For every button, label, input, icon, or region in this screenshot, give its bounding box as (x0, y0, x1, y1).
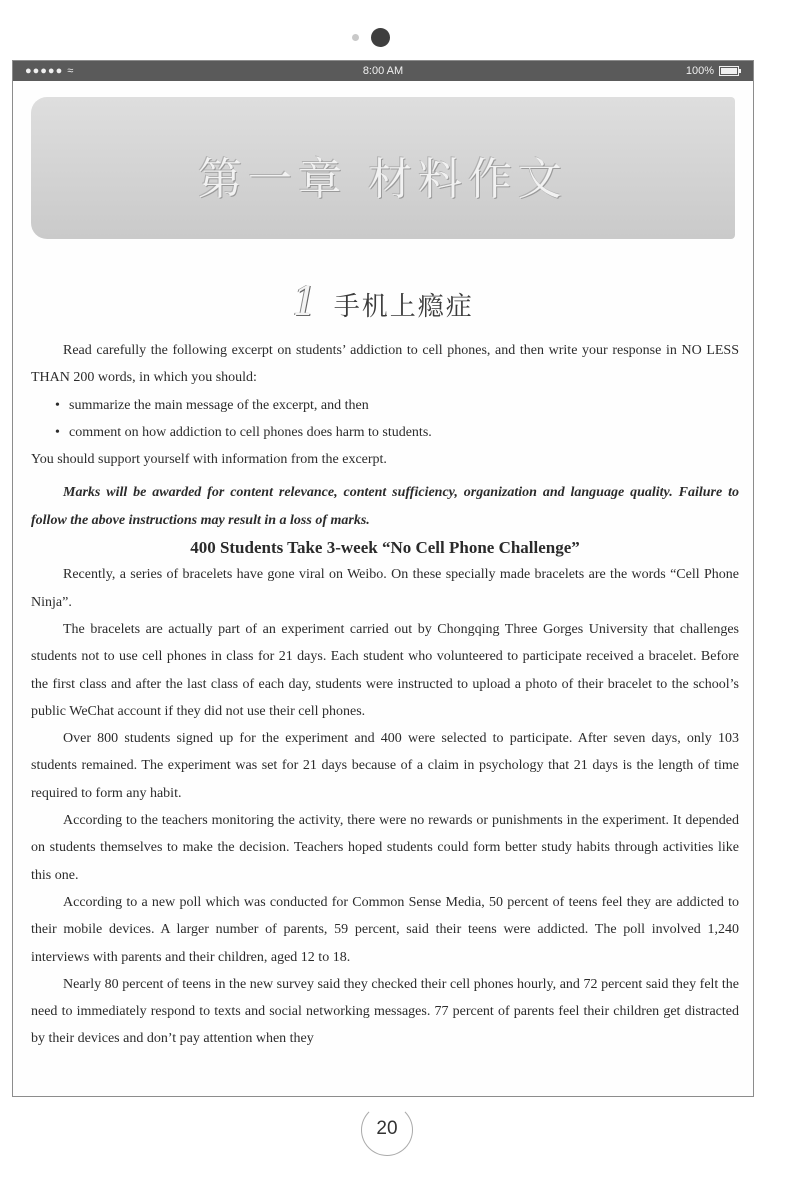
prompt-bullet-text: comment on how addiction to cell phones does harm to students. (69, 424, 432, 440)
signal-strength-text: ●●●●● (25, 65, 68, 77)
sensor-dot (352, 34, 359, 41)
section-heading (13, 279, 753, 325)
chapter-title: 第一章 材料作文 (198, 154, 568, 205)
battery-status (686, 61, 739, 81)
page-number: 20 (376, 1118, 398, 1139)
page-number-badge (361, 1104, 413, 1156)
prompt-bullet-text: summarize the main message of the excerpt, and then (69, 397, 369, 413)
chapter-banner (31, 97, 735, 239)
camera-indicator (0, 28, 800, 48)
wifi-icon: ≈ (67, 65, 75, 77)
prompt-support: You should support yourself with information from the excerpt. (31, 452, 387, 468)
bullet-icon: • (55, 397, 60, 413)
prompt-intro: Read carefully the following excerpt on students’ addiction to cell phones, and then write your response in NO LESS THAN 200 words, in which you should: (31, 343, 739, 386)
passage-paragraph: According to the teachers monitoring the activity, there were no rewards or punishments in the experiment. It depended on students themselves to make the decision. Teachers hoped students could form better study habits through activities like this one. (31, 813, 739, 883)
battery-icon (719, 66, 739, 76)
status-bar (13, 61, 753, 81)
marks-instruction: Marks will be awarded for content relevance, content sufficiency, organization and language quality. Failure to follow the above instructions may result in a loss of marks. (31, 485, 739, 528)
status-time: 8:00 AM (362, 65, 404, 77)
prompt-bullet (31, 392, 739, 419)
page-content (31, 337, 739, 1053)
camera-dot (371, 28, 390, 47)
passage-paragraph: Over 800 students signed up for the experiment and 400 were selected to participate. After seven days, only 103 students remained. The experiment was set for 21 days because of a claim in psychology that 21 days is the length of time required to form any habit. (31, 731, 739, 801)
passage-paragraph: The bracelets are actually part of an experiment carried out by Chongqing Three Gorges University that challenges students not to use cell phones in class for 21 days. Each student who volunteered to participate received a bracelet. Before the first class and after the last class of each day, students were instructed to upload a photo of their bracelet to the school’s public WeChat account if they did not use their cell phones. (31, 621, 739, 719)
passage-paragraph: Nearly 80 percent of teens in the new survey said they checked their cell phones hourly, and 72 percent said they felt the need to immediately respond to texts and social networking messages. 77 percent of parents feel their children get distracted by their devices and don’t pay attention when they (31, 976, 739, 1047)
tablet-screen (12, 60, 754, 1097)
section-title: 手机上瘾症 (333, 292, 474, 322)
bullet-icon: • (55, 424, 60, 440)
battery-percent: 100% (685, 65, 714, 77)
prompt-bullet (31, 419, 739, 446)
passage-paragraph: According to a new poll which was conducted for Common Sense Media, 50 percent of teens feel they are addicted to their mobile devices. A larger number of parents, 59 percent, said their teens were addicted. The poll involved 1,240 interviews with parents and their children, aged 12 to 18. (31, 894, 739, 965)
passage-title: 400 Students Take 3-week “No Cell Phone Challenge” (190, 538, 580, 558)
section-number: 1 (292, 279, 318, 325)
passage-paragraph: Recently, a series of bracelets have gone viral on Weibo. On these specially made bracelets are the words “Cell Phone Ninja”. (31, 567, 739, 610)
